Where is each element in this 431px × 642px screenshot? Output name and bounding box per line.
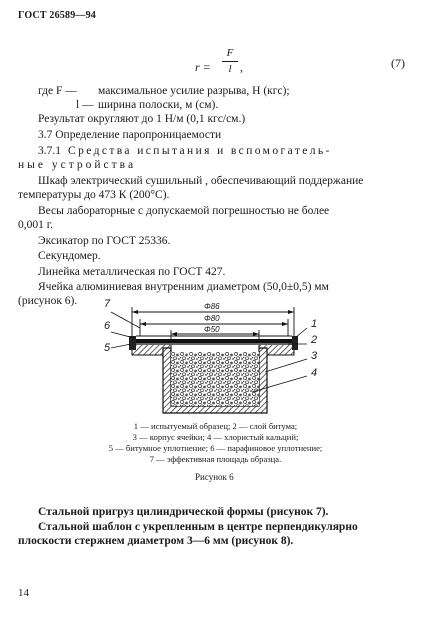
figure-label-1: 1 bbox=[311, 318, 318, 330]
figure-caption: Рисунок 6 bbox=[195, 472, 234, 482]
cell-text-line1: Ячейка алюминиевая внутренним диаметром (50,0±0,5) мм bbox=[38, 281, 329, 293]
stopwatch-text: Секундомер. bbox=[38, 250, 101, 262]
formula-denominator: l bbox=[228, 63, 232, 75]
dimension-50: Φ50 bbox=[204, 325, 220, 334]
oven-text-line1: Шкаф электрический сушильный , обеспечивающий поддержание bbox=[38, 175, 364, 187]
section-3-7-1-title-line2: ные устройства bbox=[18, 159, 137, 171]
figure-label-5: 5 bbox=[104, 342, 111, 354]
oven-text-line2: температуры до 473 К (200°С). bbox=[18, 189, 170, 201]
section-3-7-heading: 3.7 Определение паропроницаемости bbox=[38, 129, 222, 141]
ruler-text: Линейка металлическая по ГОСТ 427. bbox=[38, 266, 226, 278]
figure-label-4: 4 bbox=[311, 367, 318, 379]
template-text-line1: Стальной шаблон с укрепленным в центре перпендикулярно bbox=[38, 521, 358, 533]
scales-text-line1: Весы лабораторные с допускаемой погрешностью не более bbox=[38, 205, 330, 217]
weight-text: Стальной пригруз цилиндрической формы (рисунок 7). bbox=[38, 506, 329, 518]
page-number: 14 bbox=[18, 587, 29, 599]
definition-symbol-l: l — bbox=[76, 99, 94, 111]
section-3-7-1-number: 3.7.1 bbox=[38, 145, 61, 157]
figure-legend-line4: 7 — эффективная площадь образца. bbox=[149, 454, 282, 464]
figure-legend-line2: 3 — корпус ячейки; 4 — хлористый кальций; bbox=[132, 432, 299, 442]
definition-text-l: ширина полоски, м (см). bbox=[98, 99, 219, 111]
cell-text-line2: (рисунок 6). bbox=[18, 295, 78, 307]
dimension-lines bbox=[132, 307, 294, 340]
formula-numerator: F bbox=[226, 47, 234, 59]
figure-legend-line1: 1 — испытуемый образец; 2 — слой битума; bbox=[133, 421, 298, 431]
template-text-line2: плоскости стержнем диаметром 3—6 мм (рисунок 8). bbox=[18, 535, 294, 547]
document-header: ГОСТ 26589—94 bbox=[18, 10, 97, 21]
dimension-80: Φ80 bbox=[204, 314, 220, 323]
dimension-86: Φ86 bbox=[204, 302, 220, 311]
sample-layer bbox=[136, 339, 292, 343]
seal-right bbox=[292, 336, 298, 350]
figure-label-3: 3 bbox=[311, 350, 318, 362]
formula-number: (7) bbox=[391, 56, 405, 70]
section-3-7-1-title-line1: Средства испытания и вспомогатель- bbox=[68, 145, 332, 157]
bitumen-layer bbox=[136, 343, 292, 345]
figure-label-2: 2 bbox=[311, 334, 318, 346]
scales-text-line2: 0,001 г. bbox=[18, 219, 54, 231]
calcium-chloride-fill bbox=[171, 352, 259, 406]
figure-legend-line3: 5 — битумное уплотнение; 6 — парафиновое уплотнение; bbox=[108, 443, 323, 453]
formula-tail: , bbox=[240, 60, 243, 74]
definition-symbol-f: где F — bbox=[38, 85, 77, 97]
definition-text-f: максимальное усилие разрыва, Н (кгс); bbox=[98, 85, 290, 97]
figure-label-7: 7 bbox=[104, 298, 111, 310]
desiccator-text: Эксикатор по ГОСТ 25336. bbox=[38, 235, 171, 247]
rounding-text: Результат округляют до 1 Н/м (0,1 кгс/см.) bbox=[38, 113, 246, 125]
formula-lhs: r = bbox=[195, 60, 211, 74]
figure-label-6: 6 bbox=[104, 320, 111, 332]
seal-left bbox=[129, 336, 136, 350]
